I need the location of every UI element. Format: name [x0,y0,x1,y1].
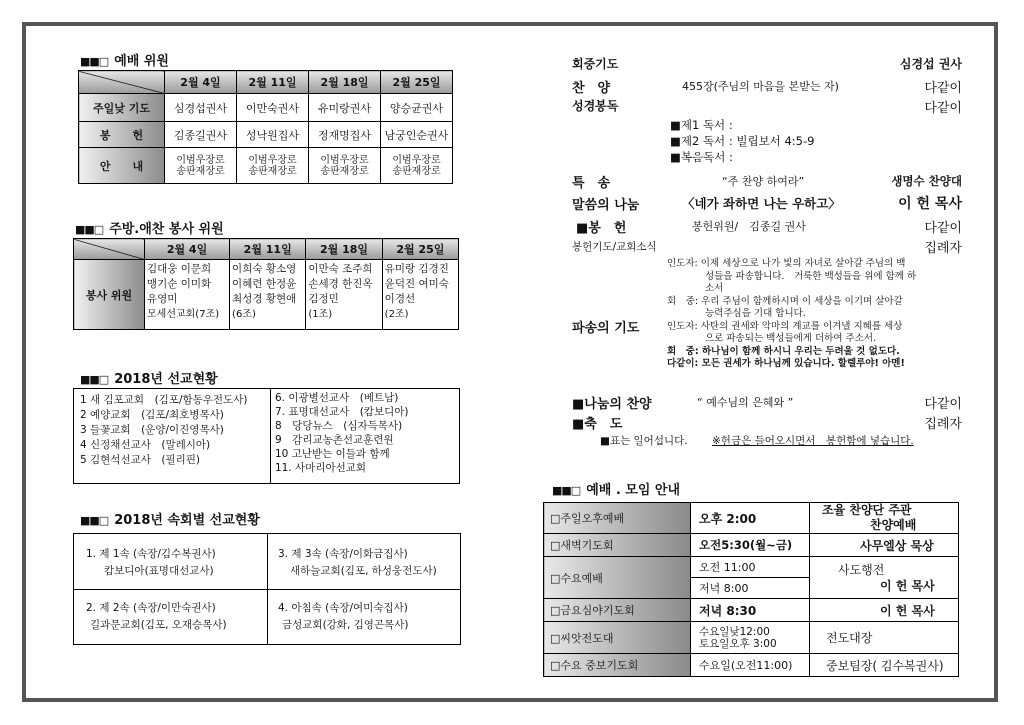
row-label: 주일낮 기도 [79,94,165,122]
date-header: 2월 25일 [381,71,453,94]
group-item-line: 4. 아침속 (속장/여미숙집사) [278,602,408,614]
group-item [86,600,227,634]
schedule-leader [810,503,959,534]
missions-box-left [73,388,271,484]
name-line: 이만숙 조주희 [308,263,373,275]
reading-leader: 다같이 [924,101,962,116]
table-cell: 유미랑권사 [309,94,381,122]
schedule-label: □금요심야기도회 [544,599,691,622]
schedule-time: 수요일(오전11:00) [691,654,810,677]
name-line: 유미랑 김경진 [384,263,449,275]
name-line: 윤덕진 여미숙 [384,278,449,290]
special-choir: 생명수 찬양대 [891,174,962,188]
table-row [544,622,959,654]
prayer-line: 다같이: 모든 권세가 하나님께 있습니다. 할렐루야! 아멘! [667,358,905,369]
divider [267,534,268,644]
missions-list [271,389,459,477]
name-line: 유영미 [147,293,178,305]
table-row [79,94,453,122]
name-line: 이경선 [384,293,416,305]
group-line: (6조) [232,309,256,320]
group-item-line: 캄보디아(표명대선교사) [104,565,214,577]
group-item [278,546,437,580]
group-item-line: 3. 제 3속 (속장/이화금집사) [278,548,408,560]
table-cell: 심경섭권사 [165,94,237,122]
special-label: 특 송 [572,176,611,191]
group-item [86,546,216,580]
table-cell: 정재명집사 [309,122,381,148]
prayer-leader: 심경섭 권사 [899,57,962,71]
prayer-line: 인도자: 이제 세상으로 나가 빛의 자녀로 살아갈 주님의 백 [667,258,906,269]
section-marker: ■■□ [552,484,581,497]
prayer-line: 인도자: 사탄의 권세와 악마의 계교를 이겨낼 지혜를 세상 [667,320,903,332]
table-cell: 이범우장로 송판재장로 [381,148,453,184]
section-title-text: 주방.애찬 봉사 위원 [109,222,224,237]
schedule-time [691,622,810,654]
name-line: 맹기순 이미화 [147,278,212,290]
offering-prayer-leader: 집례자 [924,241,962,256]
special-title: “주 찬양 하여라” [722,175,805,188]
table-cell [382,260,458,330]
table-row [74,260,459,330]
group-item-line: 길과문교회(김포, 오재승목사) [90,619,227,631]
sermon-preacher: 이 헌 목사 [898,196,962,212]
date-header: 2월 18일 [306,239,382,260]
table-row [544,654,959,677]
table-cell [230,260,306,330]
hymn-leader: 다같이 [924,81,962,96]
group-item-line: 새하늘교회(김포, 하성웅전도사) [290,565,437,577]
list-item: 10 고난받는 이들과 함께 [275,448,390,460]
time-line: 토요일오후 3:00 [699,637,777,650]
date-header: 2월 25일 [382,239,458,260]
sending-prayer [667,258,916,371]
prayer-line: 회 중: 우리 주님이 함께하시며 이 세상을 이기며 살아갈 [667,295,903,307]
reading-label: 성경봉독 [572,99,619,113]
group-missions-box [73,533,461,645]
schedule-time: 오전5:30(월~금) [691,534,810,557]
readings-list [670,117,814,165]
offering-prayer-label: 봉헌기도/교회소식 [572,241,657,253]
table-cell: 이범우장로 송판재장로 [165,148,237,184]
schedule-table [543,502,959,677]
kitchen-committee-table [73,238,459,330]
blessing-leader: 집례자 [924,417,962,432]
table-row [544,534,959,557]
section-marker: ■■□ [80,514,109,527]
group-item-line: 금성교회(강화, 김영곤목사) [282,619,409,631]
table-cell: 이범우장로 송판재장로 [309,148,381,184]
sending-label: 파송의 기도 [572,321,640,336]
prayer-line: 능력주심을 기대 합니다. [667,308,806,319]
schedule-leader: 전도대장 [810,622,959,654]
section-marker: ■■□ [75,223,104,236]
schedule-leader: 사무엘상 묵상 [810,534,959,557]
note-offering: ※헌금은 들어오시면서 봉헌함에 넣습니다. [712,435,914,447]
group-line: (1조) [308,309,333,320]
blessing-label: ■축 도 [572,417,623,432]
schedule-leader: 중보팀장( 김수복권사) [810,654,959,677]
list-item: ■제2 독서 : 빌립보서 4:5-9 [670,134,815,148]
list-item: 4 신정채선교사 (말레시아) [80,439,211,451]
schedule-label: □새벽기도회 [544,534,691,557]
list-item: 7. 표명대선교사 (캄보디아) [275,406,409,418]
schedule-title [552,479,680,498]
table-row [544,599,959,622]
prayer-line: 으로 파송되는 백성들에게 더하여 주소서. [667,333,877,344]
section-title-text: 2018년 선교현황 [114,372,218,387]
share-hymn-label: ■나눔의 찬양 [572,397,652,412]
prayer-line: 회 중: 하나님이 함께 하시니 우리는 두려울 것 없도다. [667,345,900,357]
schedule-label: □수요 중보기도회 [544,654,691,677]
section-marker: ■■□ [80,55,109,68]
schedule-label: □주일오후예배 [544,503,691,534]
section-title-text: 2018년 속회별 선교현황 [114,513,260,528]
name-line: 김대웅 이문희 [147,263,212,275]
sermon-title: 〈네가 좌하면 나는 우하고〉 [682,196,841,211]
name-line: 이희숙 황소영 [232,263,297,275]
note-standing: ■표는 일어섭니다. [600,435,688,447]
leader-line: 조율 찬양단 주관 [822,503,912,517]
list-item: 5 김현석선교사 (필리핀) [80,454,200,466]
section-title-text: 예배 위원 [114,54,169,69]
group-item-line: 1. 제 1속 (속장/김수복권사) [86,548,216,560]
date-header: 2월 4일 [145,239,230,260]
table-cell: 이범우장로 송판재장로 [237,148,309,184]
schedule-time: 오후 2:00 [691,503,810,534]
worship-committee-table [78,70,453,184]
list-item: ■제1 독서 : [670,118,733,132]
table-row [544,557,959,599]
table-row [79,148,453,184]
missions-box-right [270,388,460,484]
missions-title [80,368,218,387]
schedule-label: □씨앗전도대 [544,622,691,654]
prayer-line: 성들을 파송합니다. 거룩한 백성들을 위에 함께 하 [667,270,917,282]
table-cell: 성낙원집사 [237,122,309,148]
offering-leader: 다같이 [924,221,962,236]
group-line: (2조) [384,309,409,320]
list-item: 1 새 김포교회 (김포/함동우전도사) [80,394,248,406]
name-line: 최성경 황현애 [232,293,297,305]
table-cell [145,260,230,330]
hymn-title: 455장(주님의 마음을 본받는 자) [682,80,839,93]
group-missions-title [80,509,260,528]
date-header: 2월 11일 [237,71,309,94]
list-item: 3 들꽃교회 (운양/이진영목사) [80,424,224,436]
share-hymn-leader: 다같이 [924,397,962,412]
missions-list [74,389,270,472]
prayer-label: 회중기도 [572,57,619,71]
time-line: 저녁 8:00 [699,582,749,595]
offering-label: ■봉 헌 [576,221,627,236]
table-cell: 이만숙권사 [237,94,309,122]
row-label: 안 내 [79,148,165,184]
table-cell: 양승균권사 [381,94,453,122]
share-hymn-title: “ 예수님의 은혜와 ” [697,396,794,409]
name-line: 김정민 [308,293,339,305]
group-item [278,600,408,634]
time-line: 수요일낮12:00 [699,625,770,638]
group-line: 모세선교회(7조) [147,309,220,320]
section-title-text: 예배 . 모임 안내 [586,483,681,498]
table-cell: 남궁인순권사 [381,122,453,148]
list-item: 11. 사마리아선교회 [275,462,367,474]
time-line: 오전 11:00 [691,557,809,578]
list-item: ■복음독서 : [670,150,733,164]
schedule-leader: 이 헌 목사 [810,599,959,622]
table-cell [306,260,382,330]
table-cell: 김종길권사 [165,122,237,148]
row-label: 봉 헌 [79,122,165,148]
worship-committee-title [80,50,169,69]
row-label: 봉사 위원 [74,260,145,330]
table-corner [74,239,145,260]
name-line: 이혜련 한정윤 [232,278,297,290]
table-row [79,122,453,148]
order-of-worship [572,55,962,455]
schedule-time [691,557,810,599]
schedule-label: □수요예배 [544,557,691,599]
list-item: 2 예양교회 (김포/최호병목사) [80,409,224,421]
leader-line: 사도행전 [838,562,885,577]
prayer-line: 소서 [667,283,724,294]
schedule-leader [810,557,959,599]
date-header: 2월 18일 [309,71,381,94]
section-marker: ■■□ [80,373,109,386]
date-header: 2월 4일 [165,71,237,94]
name-line: 손세경 한진옥 [308,278,373,290]
sermon-label: 말씀의 나눔 [572,198,640,213]
table-corner [79,71,165,94]
leader-line: 찬양예배 [870,518,917,532]
list-item: 6. 이광별선교사 (베트남) [275,392,399,404]
kitchen-committee-title [75,218,224,237]
hymn-label: 찬 양 [572,81,611,96]
offering-committee: 봉헌위원/ 김종길 권사 [692,220,806,233]
list-item: 8 당당뉴스 (심자득목사) [275,420,403,432]
leader-line: 이 헌 목사 [880,578,935,593]
group-item-line: 2. 제 2속 (속장/이만숙권사) [86,602,216,614]
table-row [544,503,959,534]
date-header: 2월 11일 [230,239,306,260]
list-item: 9 감리교농촌선교훈련원 [275,434,394,446]
schedule-time: 저녁 8:30 [691,599,810,622]
